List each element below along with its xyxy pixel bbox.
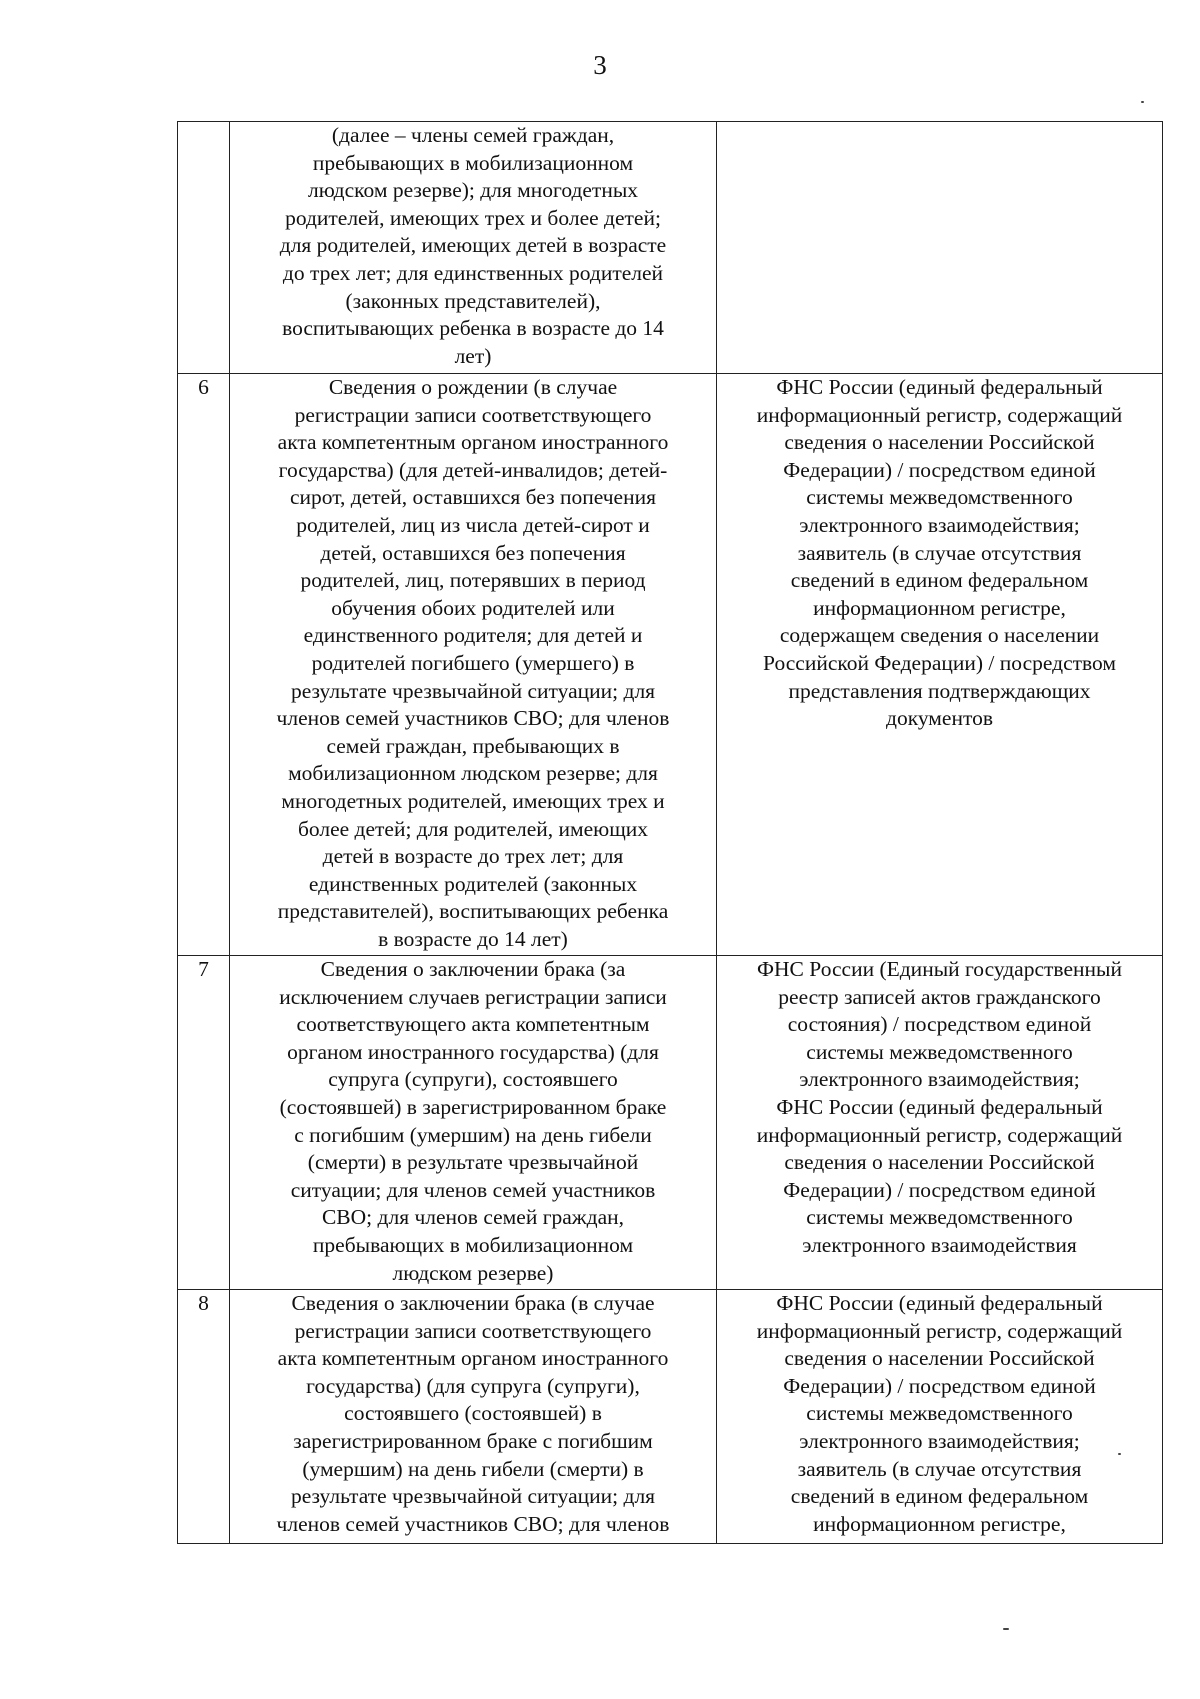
table-row [178, 956, 1163, 1290]
info-cell: Сведения о рождении (в случае регистрации записи соответствующего акта компетентным органом иностранного государства) (для детей-инвалидов; детей- сирот, детей, оставшихся без попечения родителей, лиц из числа детей-сирот и детей, оставшихся без попечения родителей, лиц, потерявших в период обучения обоих родителей или единственного родителя; для детей и родителей погибшего (умершего) в результате чрезвычайной ситуации; для членов семей участников СВО; для членов семей граждан, пребывающих в мобилизационном людском резерве; для многодетных родителей, имеющих трех и более детей; для родителей, имеющих детей в возрасте до трех лет; для единственных родителей (законных представителей), воспитывающих ребенка в возрасте до 14 лет) [230, 374, 717, 956]
source-cell [717, 122, 1163, 374]
table-row [178, 374, 1163, 956]
table-row [178, 1290, 1163, 1544]
source-cell: ФНС России (единый федеральный информационный регистр, содержащий сведения о населении Российской Федерации) / посредством единой системы межведомственного электронного взаимодействия; заявитель (в случае отсутствия сведений в едином федеральном информационном регистре, [717, 1290, 1163, 1544]
source-cell: ФНС России (Единый государственный реестр записей актов гражданского состояния) / посредством единой системы межведомственного электронного взаимодействия; ФНС России (единый федеральный информационный регистр, содержащий сведения о населении Российской Федерации) / посредством единой системы межведомственного электронного взаимодействия [717, 956, 1163, 1290]
source-cell: ФНС России (единый федеральный информационный регистр, содержащий сведения о населении Российской Федерации) / посредством единой системы межведомственного электронного взаимодействия; заявитель (в случае отсутствия сведений в едином федеральном информационном регистре, содержащем сведения о населении Российской Федерации) / посредством представления подтверждающих документов [717, 374, 1163, 956]
info-cell: Сведения о заключении брака (в случае регистрации записи соответствующего акта компетентным органом иностранного государства) (для супруга (супруги), состоявшего (состоявшей) в зарегистрированном браке с погибшим (умершим) на день гибели (смерти) в результате чрезвычайной ситуации; для членов семей участников СВО; для членов [230, 1290, 717, 1544]
row-number-cell [178, 122, 230, 374]
scan-speck [1141, 101, 1144, 103]
table-row [178, 122, 1163, 374]
row-number-cell: 7 [178, 956, 230, 1290]
page-number: 3 [593, 50, 607, 80]
info-cell: Сведения о заключении брака (за исключением случаев регистрации записи соответствующего акта компетентным органом иностранного государства) (для супруга (супруги), состоявшего (состоявшей) в зарегистрированном браке с погибшим (умершим) на день гибели (смерти) в результате чрезвычайной ситуации; для членов семей участников СВО; для членов семей граждан, пребывающих в мобилизационном людском резерве) [230, 956, 717, 1290]
row-number-cell: 8 [178, 1290, 230, 1544]
documents-table [177, 121, 1163, 1544]
scan-speck [1003, 1628, 1009, 1630]
scan-speck [1118, 1453, 1121, 1455]
row-number-cell: 6 [178, 374, 230, 956]
info-cell: (далее – члены семей граждан, пребывающих в мобилизационном людском резерве); для многодетных родителей, имеющих трех и более детей; для родителей, имеющих детей в возрасте до трех лет; для единственных родителей (законных представителей), воспитывающих ребенка в возрасте до 14 лет) [230, 122, 717, 374]
